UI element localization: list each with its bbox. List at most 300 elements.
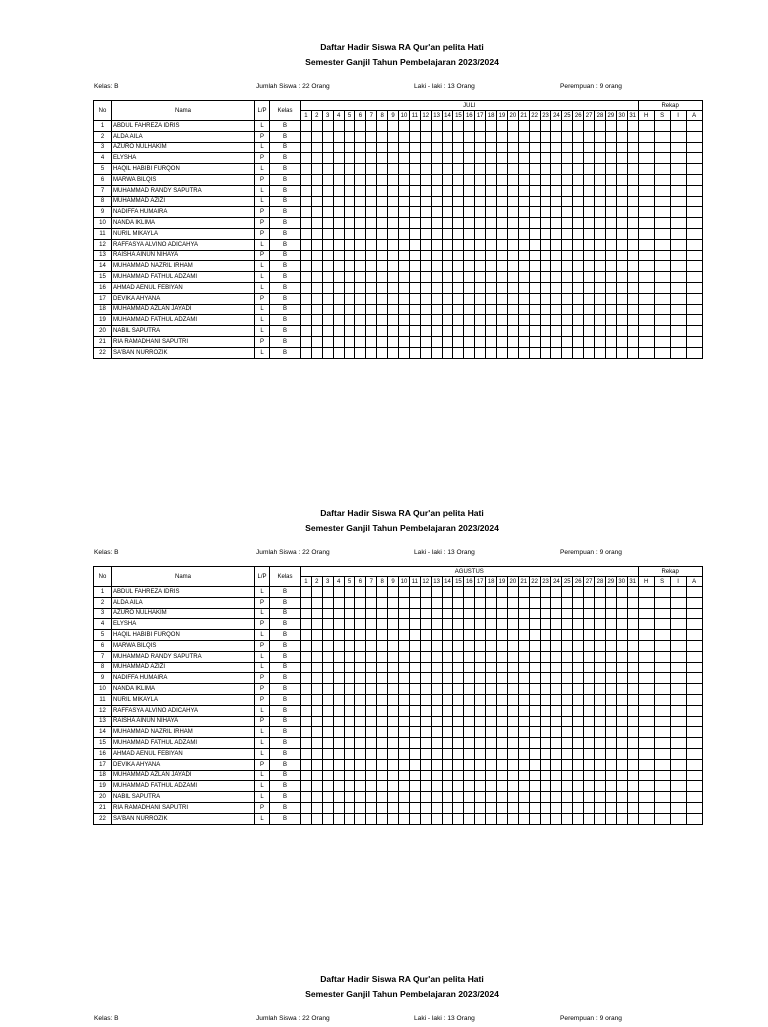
attendance-cell bbox=[442, 228, 453, 239]
attendance-cell bbox=[616, 304, 627, 315]
attendance-cell bbox=[377, 651, 388, 662]
attendance-cell bbox=[627, 326, 638, 337]
attendance-cell bbox=[322, 131, 333, 142]
student-gender: P bbox=[255, 716, 270, 727]
attendance-cell bbox=[409, 347, 420, 358]
rekap-cell bbox=[686, 630, 702, 641]
rekap-cell bbox=[670, 185, 686, 196]
rekap-cell bbox=[670, 619, 686, 630]
attendance-cell bbox=[301, 272, 312, 283]
rekap-cell bbox=[638, 781, 654, 792]
rekap-cell bbox=[654, 587, 670, 598]
student-name: RAISHA AINUN NIHAYA bbox=[112, 716, 255, 727]
student-name: ABDUL FAHREZA IDRIS bbox=[112, 121, 255, 132]
attendance-cell bbox=[518, 738, 529, 749]
attendance-cell bbox=[605, 121, 616, 132]
student-no: 7 bbox=[94, 651, 112, 662]
student-gender: L bbox=[255, 748, 270, 759]
col-header-gender: L/P bbox=[255, 101, 270, 121]
attendance-cell bbox=[518, 673, 529, 684]
attendance-cell bbox=[366, 250, 377, 261]
attendance-cell bbox=[453, 748, 464, 759]
attendance-cell bbox=[486, 174, 497, 185]
attendance-cell bbox=[420, 261, 431, 272]
attendance-cell bbox=[475, 304, 486, 315]
attendance-cell bbox=[497, 326, 508, 337]
attendance-cell bbox=[507, 239, 518, 250]
attendance-cell bbox=[420, 608, 431, 619]
attendance-cell bbox=[562, 694, 573, 705]
attendance-cell bbox=[627, 619, 638, 630]
attendance-cell bbox=[540, 727, 551, 738]
attendance-cell bbox=[475, 196, 486, 207]
attendance-cell bbox=[464, 239, 475, 250]
attendance-cell bbox=[409, 770, 420, 781]
attendance-cell bbox=[518, 802, 529, 813]
attendance-cell bbox=[344, 293, 355, 304]
attendance-cell bbox=[453, 347, 464, 358]
attendance-cell bbox=[497, 716, 508, 727]
attendance-cell bbox=[366, 174, 377, 185]
attendance-cell bbox=[529, 597, 540, 608]
attendance-cell bbox=[301, 662, 312, 673]
attendance-cell bbox=[355, 673, 366, 684]
student-class: B bbox=[270, 684, 301, 695]
attendance-cell bbox=[627, 131, 638, 142]
attendance-cell bbox=[616, 630, 627, 641]
attendance-cell bbox=[431, 315, 442, 326]
attendance-cell bbox=[301, 748, 312, 759]
rekap-cell bbox=[686, 196, 702, 207]
attendance-cell bbox=[431, 684, 442, 695]
attendance-cell bbox=[388, 727, 399, 738]
attendance-cell bbox=[627, 748, 638, 759]
table-row bbox=[94, 802, 703, 813]
rekap-cell bbox=[686, 587, 702, 598]
attendance-cell bbox=[333, 770, 344, 781]
attendance-cell bbox=[322, 347, 333, 358]
student-gender: L bbox=[255, 792, 270, 803]
attendance-cell bbox=[377, 164, 388, 175]
rekap-cell bbox=[654, 174, 670, 185]
attendance-cell bbox=[355, 792, 366, 803]
attendance-cell bbox=[322, 608, 333, 619]
attendance-cell bbox=[551, 694, 562, 705]
attendance-cell bbox=[311, 770, 322, 781]
attendance-cell bbox=[529, 684, 540, 695]
student-no: 17 bbox=[94, 759, 112, 770]
student-name: SA'BAN NURROZIK bbox=[112, 347, 255, 358]
attendance-cell bbox=[551, 738, 562, 749]
student-gender: L bbox=[255, 630, 270, 641]
attendance-cell bbox=[399, 121, 410, 132]
attendance-cell bbox=[507, 759, 518, 770]
attendance-cell bbox=[475, 228, 486, 239]
attendance-cell bbox=[420, 336, 431, 347]
attendance-cell bbox=[584, 727, 595, 738]
attendance-cell bbox=[562, 282, 573, 293]
attendance-cell bbox=[540, 587, 551, 598]
attendance-cell bbox=[333, 196, 344, 207]
attendance-cell bbox=[442, 619, 453, 630]
attendance-cell bbox=[420, 619, 431, 630]
rekap-cell bbox=[670, 694, 686, 705]
attendance-cell bbox=[366, 153, 377, 164]
attendance-cell bbox=[551, 250, 562, 261]
attendance-cell bbox=[584, 759, 595, 770]
attendance-cell bbox=[573, 228, 584, 239]
student-no: 4 bbox=[94, 153, 112, 164]
attendance-cell bbox=[616, 164, 627, 175]
attendance-cell bbox=[464, 196, 475, 207]
attendance-cell bbox=[388, 131, 399, 142]
attendance-cell bbox=[486, 662, 497, 673]
attendance-cell bbox=[627, 705, 638, 716]
attendance-cell bbox=[366, 792, 377, 803]
attendance-cell bbox=[616, 272, 627, 283]
attendance-cell bbox=[562, 597, 573, 608]
rekap-cell bbox=[686, 608, 702, 619]
attendance-cell bbox=[573, 748, 584, 759]
student-class: B bbox=[270, 153, 301, 164]
attendance-cell bbox=[627, 781, 638, 792]
attendance-cell bbox=[388, 121, 399, 132]
rekap-cell bbox=[686, 239, 702, 250]
attendance-cell bbox=[301, 142, 312, 153]
attendance-cell bbox=[377, 272, 388, 283]
attendance-cell bbox=[573, 142, 584, 153]
attendance-cell bbox=[366, 196, 377, 207]
attendance-cell bbox=[518, 121, 529, 132]
attendance-cell bbox=[573, 218, 584, 229]
attendance-cell bbox=[616, 781, 627, 792]
attendance-cell bbox=[616, 121, 627, 132]
attendance-cell bbox=[355, 196, 366, 207]
attendance-cell bbox=[464, 336, 475, 347]
attendance-cell bbox=[616, 640, 627, 651]
rekap-cell bbox=[654, 315, 670, 326]
attendance-cell bbox=[627, 261, 638, 272]
attendance-cell bbox=[322, 153, 333, 164]
attendance-cell bbox=[442, 673, 453, 684]
attendance-cell bbox=[399, 272, 410, 283]
rekap-cell bbox=[654, 802, 670, 813]
rekap-cell bbox=[654, 597, 670, 608]
attendance-cell bbox=[301, 228, 312, 239]
attendance-cell bbox=[409, 121, 420, 132]
attendance-cell bbox=[366, 597, 377, 608]
attendance-cell bbox=[311, 813, 322, 824]
attendance-cell bbox=[311, 684, 322, 695]
attendance-cell bbox=[507, 630, 518, 641]
rekap-cell bbox=[638, 770, 654, 781]
rekap-cell bbox=[638, 336, 654, 347]
attendance-cell bbox=[355, 694, 366, 705]
attendance-cell bbox=[344, 250, 355, 261]
attendance-cell bbox=[540, 272, 551, 283]
student-class: B bbox=[270, 727, 301, 738]
attendance-cell bbox=[431, 792, 442, 803]
student-name: NANDA IKLIMA bbox=[112, 684, 255, 695]
attendance-cell bbox=[507, 608, 518, 619]
attendance-cell bbox=[486, 336, 497, 347]
rekap-cell bbox=[670, 282, 686, 293]
student-class: B bbox=[270, 293, 301, 304]
attendance-cell bbox=[551, 207, 562, 218]
month-header: JULI bbox=[301, 101, 639, 111]
attendance-cell bbox=[627, 304, 638, 315]
day-header: 18 bbox=[486, 111, 497, 121]
attendance-cell bbox=[311, 651, 322, 662]
attendance-cell bbox=[551, 174, 562, 185]
col-header-class: Kelas bbox=[270, 567, 301, 587]
attendance-cell bbox=[584, 153, 595, 164]
attendance-cell bbox=[453, 239, 464, 250]
student-class: B bbox=[270, 282, 301, 293]
attendance-cell bbox=[377, 174, 388, 185]
rekap-cell bbox=[638, 651, 654, 662]
table-row bbox=[94, 239, 703, 250]
day-header: 4 bbox=[333, 111, 344, 121]
attendance-cell bbox=[551, 619, 562, 630]
attendance-cell bbox=[431, 239, 442, 250]
attendance-cell bbox=[464, 153, 475, 164]
attendance-cell bbox=[388, 282, 399, 293]
attendance-cell bbox=[562, 792, 573, 803]
student-class: B bbox=[270, 142, 301, 153]
attendance-cell bbox=[366, 802, 377, 813]
attendance-cell bbox=[322, 164, 333, 175]
student-gender: L bbox=[255, 142, 270, 153]
attendance-cell bbox=[344, 770, 355, 781]
attendance-cell bbox=[442, 239, 453, 250]
attendance-cell bbox=[529, 174, 540, 185]
student-name: NURIL MIKAYLA bbox=[112, 228, 255, 239]
student-count: Jumlah Siswa : 22 Orang bbox=[256, 549, 330, 556]
attendance-cell bbox=[409, 802, 420, 813]
attendance-cell bbox=[431, 597, 442, 608]
attendance-cell bbox=[518, 293, 529, 304]
attendance-cell bbox=[355, 662, 366, 673]
attendance-cell bbox=[399, 315, 410, 326]
attendance-cell bbox=[595, 196, 606, 207]
attendance-cell bbox=[355, 619, 366, 630]
attendance-cell bbox=[507, 196, 518, 207]
student-class: B bbox=[270, 347, 301, 358]
attendance-cell bbox=[562, 608, 573, 619]
attendance-cell bbox=[344, 673, 355, 684]
student-no: 2 bbox=[94, 597, 112, 608]
rekap-cell bbox=[670, 759, 686, 770]
student-no: 5 bbox=[94, 630, 112, 641]
attendance-cell bbox=[595, 770, 606, 781]
attendance-cell bbox=[409, 673, 420, 684]
attendance-cell bbox=[627, 813, 638, 824]
attendance-cell bbox=[627, 293, 638, 304]
attendance-cell bbox=[573, 304, 584, 315]
student-gender: P bbox=[255, 694, 270, 705]
rekap-code-header: I bbox=[670, 577, 686, 587]
attendance-cell bbox=[497, 347, 508, 358]
attendance-cell bbox=[344, 185, 355, 196]
attendance-cell bbox=[497, 759, 508, 770]
attendance-cell bbox=[497, 630, 508, 641]
attendance-cell bbox=[486, 196, 497, 207]
attendance-cell bbox=[420, 218, 431, 229]
attendance-cell bbox=[475, 326, 486, 337]
student-name: ALDA AILA bbox=[112, 597, 255, 608]
attendance-cell bbox=[311, 759, 322, 770]
attendance-cell bbox=[442, 196, 453, 207]
attendance-cell bbox=[399, 792, 410, 803]
attendance-cell bbox=[409, 131, 420, 142]
attendance-cell bbox=[301, 326, 312, 337]
student-no: 14 bbox=[94, 727, 112, 738]
attendance-cell bbox=[464, 640, 475, 651]
attendance-cell bbox=[399, 142, 410, 153]
attendance-cell bbox=[507, 597, 518, 608]
attendance-cell bbox=[605, 727, 616, 738]
attendance-cell bbox=[388, 153, 399, 164]
attendance-cell bbox=[377, 759, 388, 770]
attendance-cell bbox=[377, 770, 388, 781]
attendance-cell bbox=[595, 738, 606, 749]
attendance-cell bbox=[442, 185, 453, 196]
attendance-cell bbox=[322, 142, 333, 153]
attendance-cell bbox=[442, 261, 453, 272]
attendance-cell bbox=[355, 727, 366, 738]
attendance-cell bbox=[486, 153, 497, 164]
student-class: B bbox=[270, 174, 301, 185]
attendance-cell bbox=[616, 196, 627, 207]
rekap-cell bbox=[654, 142, 670, 153]
attendance-cell bbox=[366, 326, 377, 337]
attendance-cell bbox=[322, 727, 333, 738]
attendance-cell bbox=[518, 597, 529, 608]
attendance-cell bbox=[311, 802, 322, 813]
attendance-cell bbox=[344, 282, 355, 293]
student-class: B bbox=[270, 164, 301, 175]
attendance-cell bbox=[344, 597, 355, 608]
attendance-cell bbox=[399, 164, 410, 175]
attendance-cell bbox=[562, 673, 573, 684]
attendance-cell bbox=[562, 131, 573, 142]
day-header: 6 bbox=[355, 577, 366, 587]
rekap-cell bbox=[654, 153, 670, 164]
attendance-cell bbox=[377, 673, 388, 684]
day-header: 12 bbox=[420, 577, 431, 587]
attendance-cell bbox=[497, 131, 508, 142]
rekap-cell bbox=[638, 250, 654, 261]
rekap-cell bbox=[638, 694, 654, 705]
attendance-cell bbox=[616, 218, 627, 229]
rekap-cell bbox=[638, 121, 654, 132]
attendance-cell bbox=[562, 261, 573, 272]
day-header: 31 bbox=[627, 111, 638, 121]
attendance-cell bbox=[409, 218, 420, 229]
attendance-cell bbox=[344, 228, 355, 239]
attendance-cell bbox=[377, 250, 388, 261]
attendance-cell bbox=[355, 630, 366, 641]
attendance-cell bbox=[507, 770, 518, 781]
attendance-cell bbox=[475, 759, 486, 770]
attendance-cell bbox=[562, 218, 573, 229]
attendance-cell bbox=[399, 662, 410, 673]
attendance-cell bbox=[475, 662, 486, 673]
attendance-cell bbox=[605, 802, 616, 813]
attendance-cell bbox=[333, 608, 344, 619]
student-no: 3 bbox=[94, 142, 112, 153]
table-row bbox=[94, 326, 703, 337]
attendance-cell bbox=[355, 174, 366, 185]
rekap-cell bbox=[638, 748, 654, 759]
rekap-cell bbox=[670, 684, 686, 695]
attendance-cell bbox=[540, 185, 551, 196]
attendance-cell bbox=[573, 597, 584, 608]
attendance-cell bbox=[573, 727, 584, 738]
attendance-cell bbox=[497, 153, 508, 164]
attendance-cell bbox=[616, 153, 627, 164]
table-row bbox=[94, 748, 703, 759]
rekap-cell bbox=[654, 261, 670, 272]
rekap-cell bbox=[686, 207, 702, 218]
attendance-cell bbox=[497, 597, 508, 608]
class-info-row bbox=[0, 1015, 768, 1027]
attendance-cell bbox=[475, 792, 486, 803]
attendance-cell bbox=[322, 336, 333, 347]
attendance-cell bbox=[366, 738, 377, 749]
attendance-cell bbox=[377, 347, 388, 358]
attendance-cell bbox=[475, 153, 486, 164]
attendance-cell bbox=[573, 282, 584, 293]
attendance-cell bbox=[595, 121, 606, 132]
attendance-cell bbox=[475, 174, 486, 185]
attendance-cell bbox=[529, 619, 540, 630]
rekap-cell bbox=[670, 347, 686, 358]
rekap-cell bbox=[638, 174, 654, 185]
attendance-cell bbox=[464, 738, 475, 749]
attendance-cell bbox=[420, 174, 431, 185]
attendance-cell bbox=[388, 597, 399, 608]
rekap-cell bbox=[654, 239, 670, 250]
attendance-cell bbox=[497, 239, 508, 250]
attendance-cell bbox=[344, 174, 355, 185]
attendance-cell bbox=[311, 716, 322, 727]
attendance-cell bbox=[464, 802, 475, 813]
attendance-cell bbox=[584, 196, 595, 207]
attendance-cell bbox=[322, 716, 333, 727]
attendance-cell bbox=[573, 630, 584, 641]
attendance-cell bbox=[322, 597, 333, 608]
attendance-cell bbox=[399, 684, 410, 695]
attendance-cell bbox=[399, 239, 410, 250]
attendance-cell bbox=[344, 738, 355, 749]
attendance-cell bbox=[388, 630, 399, 641]
attendance-cell bbox=[453, 781, 464, 792]
attendance-cell bbox=[399, 705, 410, 716]
attendance-cell bbox=[605, 684, 616, 695]
attendance-cell bbox=[311, 336, 322, 347]
attendance-cell bbox=[453, 131, 464, 142]
attendance-cell bbox=[431, 185, 442, 196]
attendance-cell bbox=[573, 619, 584, 630]
attendance-cell bbox=[627, 587, 638, 598]
attendance-cell bbox=[311, 272, 322, 283]
attendance-cell bbox=[355, 759, 366, 770]
rekap-cell bbox=[638, 239, 654, 250]
student-gender: L bbox=[255, 770, 270, 781]
table-row bbox=[94, 738, 703, 749]
